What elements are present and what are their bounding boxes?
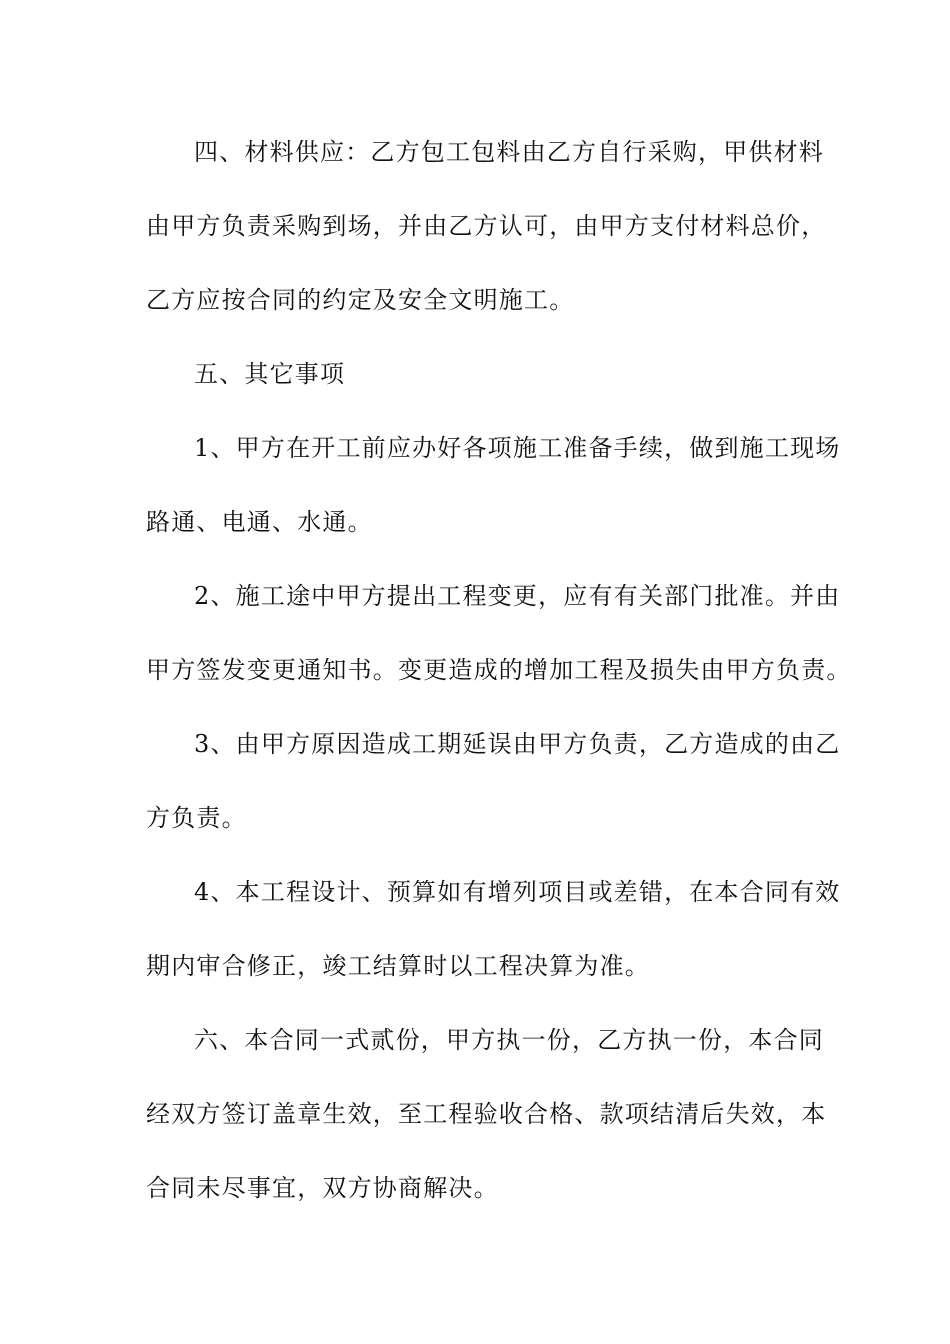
paragraph-line: 期内审合修正，竣工结算时以工程决算为准。 [146,952,650,980]
paragraph-line: 经双方签订盖章生效，至工程验收合格、款项结清后失效，本 [146,1100,827,1128]
paragraph-line: 1、甲方在开工前应办好各项施工准备手续，做到施工现场 [194,434,841,462]
paragraph-line: 六、本合同一式贰份，甲方执一份，乙方执一份，本合同 [194,1026,824,1054]
paragraph-line: 4、本工程设计、预算如有增列项目或差错，在本合同有效 [194,878,841,906]
paragraph-line: 由甲方负责采购到场，并由乙方认可，由甲方支付材料总价， [146,212,827,240]
paragraph-line: 方负责。 [146,804,247,832]
paragraph-line: 2、施工途中甲方提出工程变更，应有有关部门批准。并由 [194,582,841,610]
paragraph-line: 3、由甲方原因造成工期延误由甲方负责，乙方造成的由乙 [194,730,841,758]
paragraph-line: 合同未尽事宜，双方协商解决。 [146,1174,499,1202]
paragraph-line: 路通、电通、水通。 [146,508,373,536]
paragraph-line: 乙方应按合同的约定及安全文明施工。 [146,286,575,314]
paragraph-line: 甲方签发变更通知书。变更造成的增加工程及损失由甲方负责。 [146,656,852,684]
paragraph-line: 四、材料供应：乙方包工包料由乙方自行采购，甲供材料 [194,138,824,166]
section-heading: 五、其它事项 [194,360,346,388]
